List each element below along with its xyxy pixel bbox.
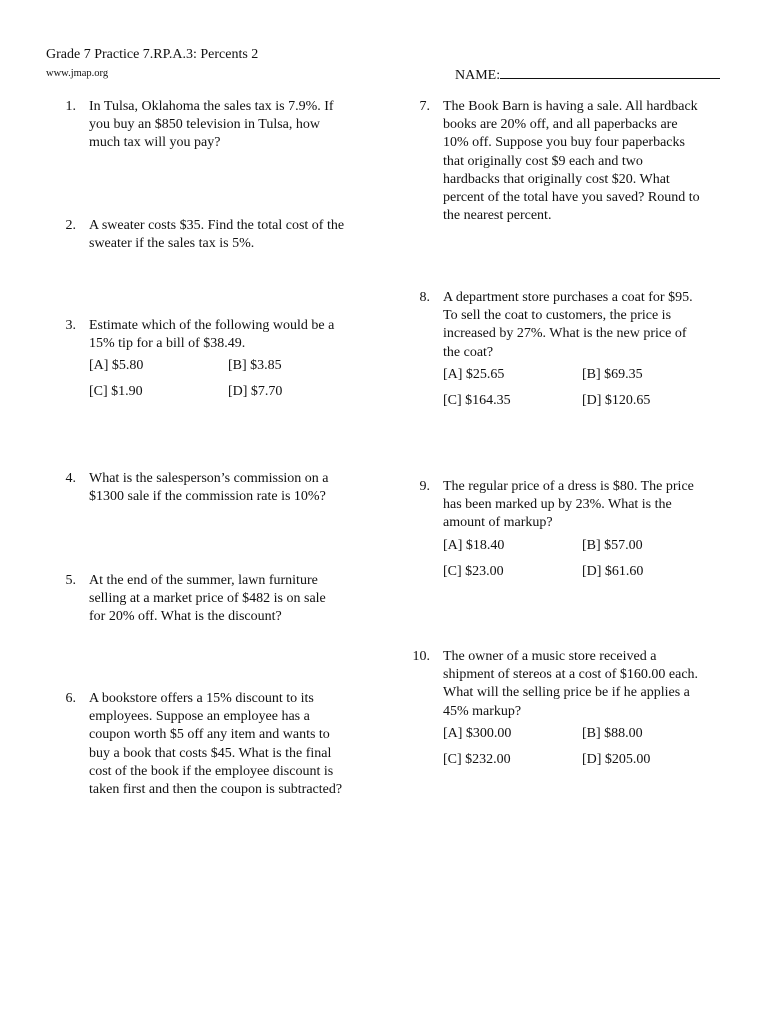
question-text xyxy=(89,317,389,409)
question-line: What will the selling price be if he applies a xyxy=(443,685,690,701)
choice-row xyxy=(443,392,743,418)
choice-a: [A] $5.80 xyxy=(89,358,144,374)
question-line: taken first and then the coupon is subtracted? xyxy=(89,782,343,798)
choice-b: [B] $69.35 xyxy=(582,366,643,382)
question-line: The regular price of a dress is $80. The price xyxy=(443,479,694,494)
question-line: A sweater costs $35. Find the total cost of the xyxy=(89,218,345,233)
worksheet-title: Grade 7 Practice 7.RP.A.3: Percents 2 xyxy=(46,47,259,62)
choice-row xyxy=(89,383,389,409)
question-text xyxy=(89,690,389,799)
choice-d: [D] $205.00 xyxy=(582,751,651,767)
question-line: increased by 27%. What is the new price of xyxy=(443,326,687,342)
question-number: 8. xyxy=(419,290,430,305)
question-text xyxy=(443,289,743,418)
question-line: coupon worth $5 off any item and wants to xyxy=(89,727,330,743)
question-line: At the end of the summer, lawn furniture xyxy=(89,573,318,588)
question-line: has been marked up by 23%. What is the xyxy=(443,497,672,513)
question-number: 6. xyxy=(65,691,76,706)
question-number: 9. xyxy=(419,479,430,494)
answer-choices xyxy=(443,725,743,777)
choice-row xyxy=(443,563,743,589)
question-line: much tax will you pay? xyxy=(89,135,221,151)
question-line: selling at a market price of $482 is on sale xyxy=(89,591,326,607)
question-line: What is the salesperson’s commission on a xyxy=(89,471,329,486)
answer-choices xyxy=(89,357,389,409)
question-number: 2. xyxy=(65,218,76,233)
question-line: buy a book that costs $45. What is the final xyxy=(89,745,332,761)
choice-a: [A] $300.00 xyxy=(443,725,512,741)
choice-b: [B] $3.85 xyxy=(228,358,282,374)
choice-row xyxy=(443,725,743,751)
question-line: Estimate which of the following would be a xyxy=(89,318,335,333)
question-line: In Tulsa, Oklahoma the sales tax is 7.9%. If xyxy=(89,99,334,114)
choice-a: [A] $25.65 xyxy=(443,366,505,382)
question-line: $1300 sale if the commission rate is 10%? xyxy=(89,489,326,505)
question-line: 45% markup? xyxy=(443,703,522,719)
choice-c: [C] $232.00 xyxy=(443,751,511,767)
question-text xyxy=(443,648,743,777)
choice-b: [B] $88.00 xyxy=(582,725,643,741)
question-line: for 20% off. What is the discount? xyxy=(89,609,282,625)
question-line: the coat? xyxy=(443,344,494,360)
question-line: 10% off. Suppose you buy four paperbacks xyxy=(443,135,685,151)
question-line: A bookstore offers a 15% discount to its xyxy=(89,691,314,706)
name-blank-line xyxy=(500,64,720,79)
question-line: amount of markup? xyxy=(443,515,553,531)
choice-c: [C] $1.90 xyxy=(89,384,143,400)
choice-c: [C] $23.00 xyxy=(443,563,504,579)
question-line: To sell the coat to customers, the price is xyxy=(443,308,672,324)
question-number: 1. xyxy=(65,99,76,114)
question-text xyxy=(89,98,389,153)
choice-row xyxy=(89,357,389,383)
question-text xyxy=(443,478,743,589)
choice-b: [B] $57.00 xyxy=(582,537,643,553)
question-line: A department store purchases a coat for $95. xyxy=(443,290,693,305)
choice-row xyxy=(443,751,743,777)
question-number: 5. xyxy=(65,573,76,588)
answer-choices xyxy=(443,537,743,589)
question-number: 3. xyxy=(65,318,76,333)
question-line: percent of the total have you saved? Round to xyxy=(443,190,700,206)
question-line: that originally cost $9 each and two xyxy=(443,153,643,169)
source-url: www.jmap.org xyxy=(46,68,109,79)
choice-a: [A] $18.40 xyxy=(443,537,505,553)
question-line: The Book Barn is having a sale. All hardback xyxy=(443,99,698,114)
question-text xyxy=(89,470,389,506)
question-line: hardbacks that originally cost $20. What xyxy=(443,171,670,187)
choice-d: [D] $7.70 xyxy=(228,384,283,400)
choice-row xyxy=(443,366,743,392)
name-label: NAME: xyxy=(455,68,501,83)
question-line: 15% tip for a bill of $38.49. xyxy=(89,336,246,352)
choice-c: [C] $164.35 xyxy=(443,392,511,408)
choice-row xyxy=(443,537,743,563)
choice-d: [D] $61.60 xyxy=(582,563,644,579)
question-text xyxy=(89,217,389,253)
question-line: The owner of a music store received a xyxy=(443,649,657,664)
question-line: sweater if the sales tax is 5%. xyxy=(89,236,255,252)
question-line: books are 20% off, and all paperbacks are xyxy=(443,117,678,133)
answer-choices xyxy=(443,366,743,418)
question-line: the nearest percent. xyxy=(443,208,552,224)
question-text xyxy=(89,572,389,627)
choice-d: [D] $120.65 xyxy=(582,392,651,408)
question-line: employees. Suppose an employee has a xyxy=(89,709,310,725)
question-line: shipment of stereos at a cost of $160.00 each. xyxy=(443,667,699,683)
question-number: 4. xyxy=(65,471,76,486)
question-line: cost of the book if the employee discount is xyxy=(89,763,334,779)
name-field xyxy=(455,64,720,85)
question-number: 7. xyxy=(419,99,430,114)
question-number: 10. xyxy=(412,649,430,664)
question-line: you buy an $850 television in Tulsa, how xyxy=(89,117,321,133)
question-text xyxy=(443,98,743,225)
